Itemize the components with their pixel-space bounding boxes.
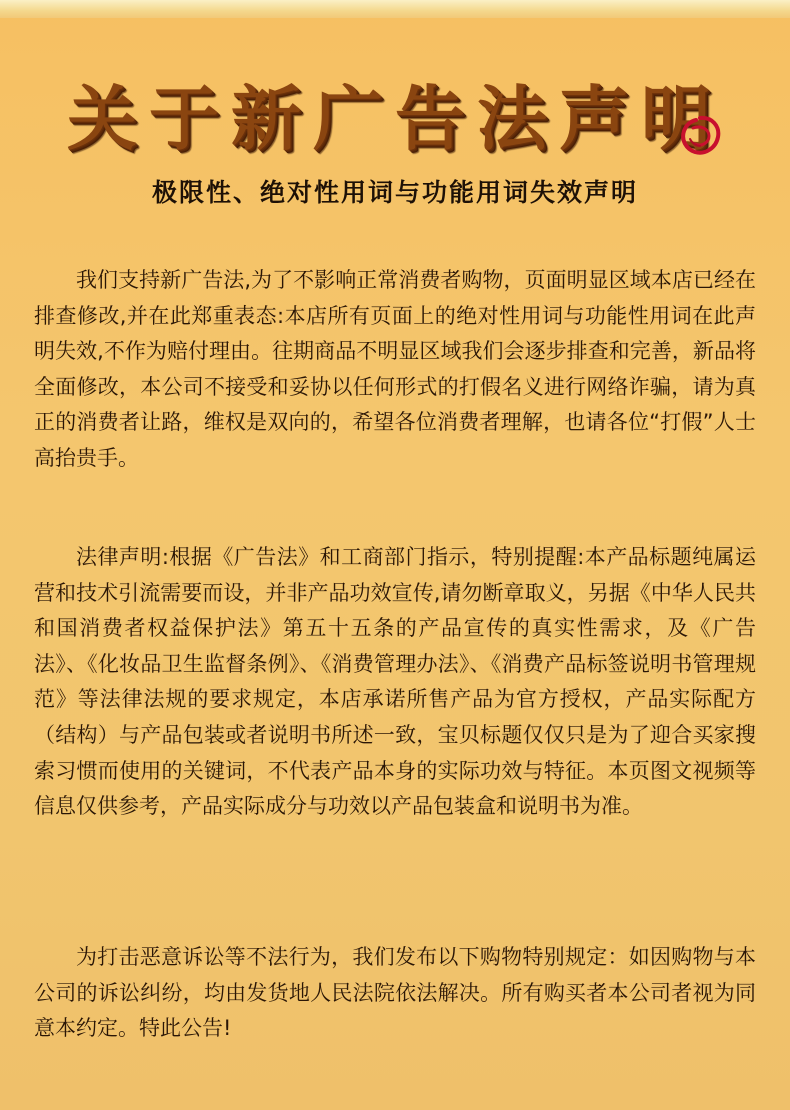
paragraph-legal-statement: 法律声明:根据《广告法》和工商部门指示，特别提醒:本产品标题纯属运营和技术引流需要而设，并非产品功效宣传,请勿断章取义，另据《中华人民共和国消费者权益保护法》第五十五条的产品宣传的真实性需求，及《广告法》、《化妆品卫生监督条例》、《消费管理办法》、《消费产品标签说明书管理规范》等法律法规的要求规定，本店承诺所售产品为官方授权，产品实际配方（结构）与产品包装或者说明书所述一致，宝贝标题仅仅只是为了迎合买家搜索习惯而使用的关键词，不代表产品本身的实际功效与特征。本页图文视频等信息仅供参考，产品实际成分与功效以产品包装盒和说明书为准。 [34,545,756,819]
paragraph-purchase-regulation: 为打击恶意诉讼等不法行为，我们发布以下购物特别规定：如因购物与本公司的诉讼纠纷，均由发货地人民法院依法解决。所有购买者本公司者视为同意本约定。特此公告! [34,945,756,1041]
red-ink-seal-icon [676,112,724,160]
page-subtitle: 极限性、绝对性用词与功能用词失效声明 [151,178,638,207]
paragraph-ad-law-support: 我们支持新广告法,为了不影响正常消费者购物，页面明显区域本店已经在排查修改,并在此郑重表态:本店所有页面上的绝对性用词与功能性用词在此声明失效,不作为赔付理由。往期商品不明显区域我们会逐步排查和完善，新品将全面修改，本公司不接受和妥协以任何形式的打假名义进行网络诈骗，请为真正的消费者让路，维权是双向的，希望各位消费者理解，也请各位“打假”人士高抬贵手。 [34,268,756,470]
page-title: 关于新广告法声明 [67,77,723,160]
